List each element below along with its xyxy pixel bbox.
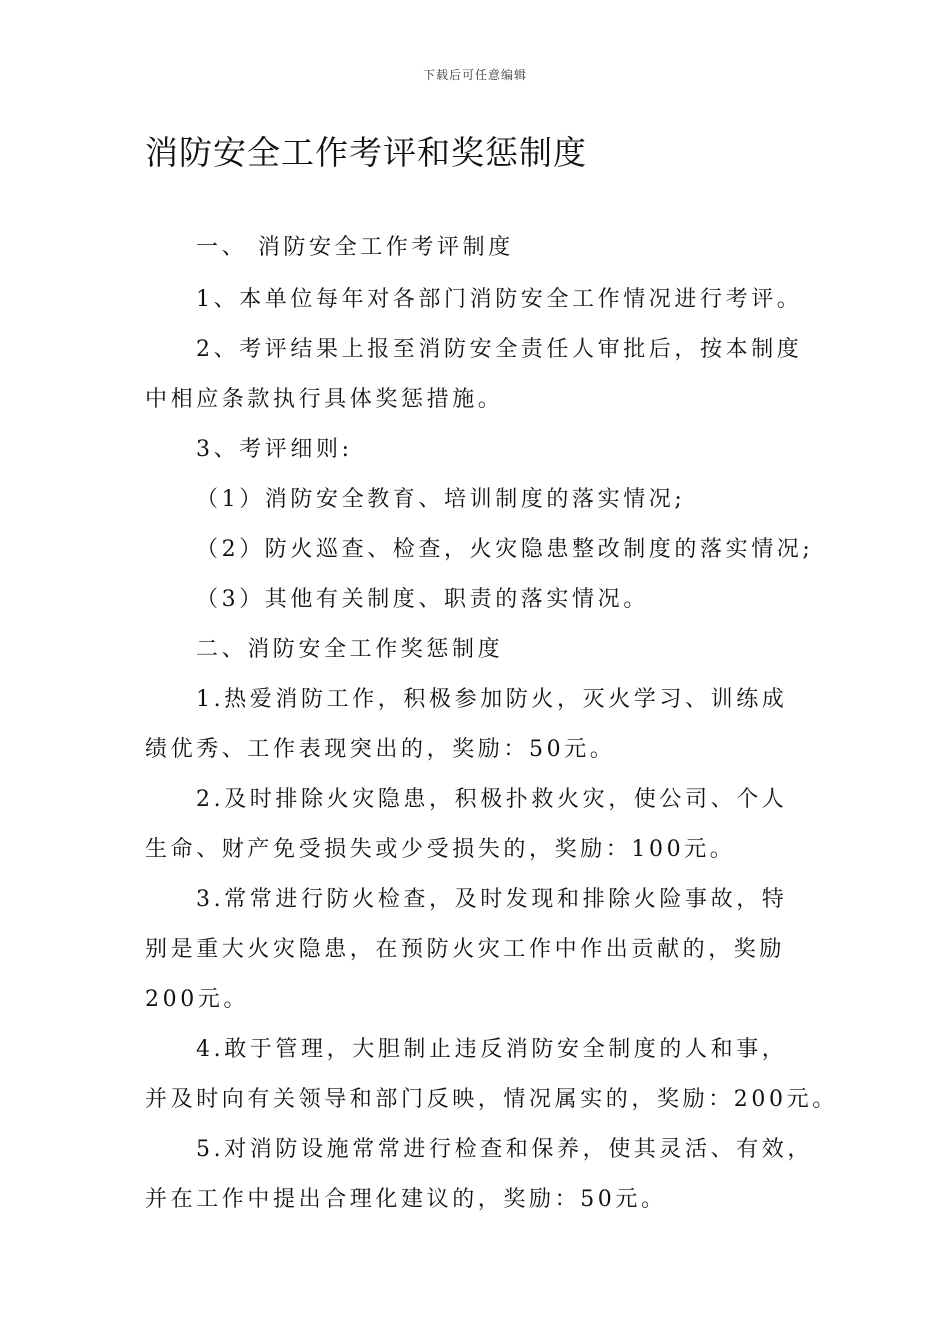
paragraph-line: 200元。 [145, 987, 249, 1012]
section-heading-2: 二、消防安全工作奖惩制度 [196, 637, 504, 662]
header-note: 下载后可任意编辑 [422, 68, 527, 82]
paragraph-line: 3、考评细则: [196, 437, 353, 462]
paragraph-line: 4.敢于管理，大胆制止违反消防安全制度的人和事， [196, 1037, 788, 1062]
list-item: （1）消防安全教育、培训制度的落实情况; [196, 487, 686, 512]
paragraph-line: 并在工作中提出合理化建议的，奖励：50元。 [145, 1187, 667, 1212]
paragraph-line: 1、本单位每年对各部门消防安全工作情况进行考评。 [196, 287, 803, 312]
paragraph-line: 1.热爱消防工作，积极参加防火，灭火学习、训练成 [196, 687, 788, 712]
paragraph-line: 5.对消防设施常常进行检查和保养，使其灵活、有效， [196, 1137, 813, 1162]
paragraph-line: 绩优秀、工作表现突出的，奖励：50元。 [145, 737, 616, 762]
paragraph-line: 中相应条款执行具体奖惩措施。 [145, 387, 504, 412]
paragraph-line: 别是重大火灾隐患，在预防火灾工作中作出贡献的，奖励 [145, 937, 786, 962]
paragraph-line: 2、考评结果上报至消防安全责任人审批后，按本制度 [196, 337, 803, 362]
paragraph-line: 生命、财产免受损失或少受损失的，奖励：100元。 [145, 837, 736, 862]
paragraph-line: 2.及时排除火灾隐患，积极扑救火灾，使公司、个人 [196, 787, 788, 812]
document-title: 消防安全工作考评和奖惩制度 [145, 133, 587, 172]
list-item: （2）防火巡查、检查，火灾隐患整改制度的落实情况; [196, 537, 814, 562]
section-heading-1: 一、 消防安全工作考评制度 [196, 235, 514, 260]
paragraph-line: 3.常常进行防火检查，及时发现和排除火险事故，特 [196, 887, 788, 912]
paragraph-line: 并及时向有关领导和部门反映，情况属实的，奖励：200元。 [145, 1087, 838, 1112]
list-item: （3）其他有关制度、职责的落实情况。 [196, 587, 649, 612]
